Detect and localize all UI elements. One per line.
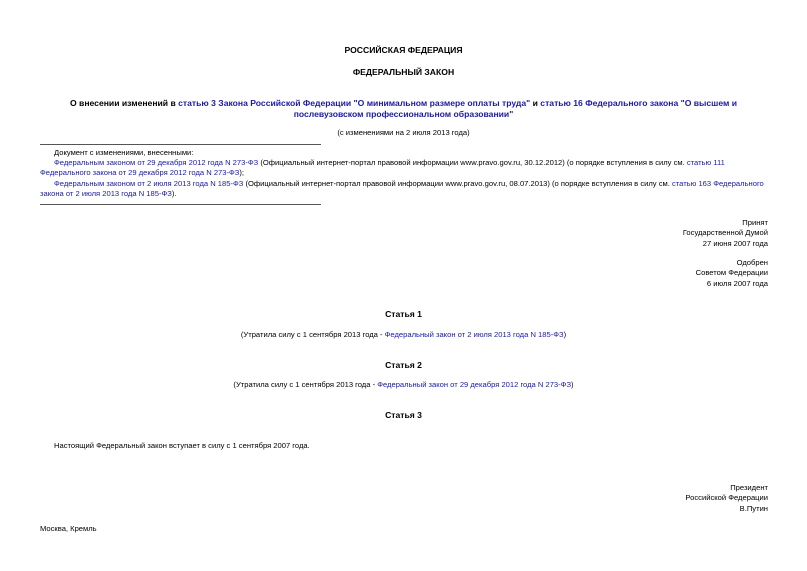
change-1-article-link[interactable]: статью 111 Федерального закона от 29 декабря 2012 года N 273-ФЗ <box>40 158 725 178</box>
article-1-prefix: (Утратила силу с 1 сентября 2013 года - <box>240 330 385 339</box>
adopted-block <box>600 218 768 249</box>
adopted-line-3: 27 июня 2007 года <box>702 238 768 248</box>
article-2-body <box>0 380 807 390</box>
article-2-prefix: (Утратила силу с 1 сентября 2013 года - <box>233 380 378 389</box>
article-1-suffix: ) <box>563 330 567 339</box>
change-1-law-link[interactable]: Федеральным законом от 29 декабря 2012 года N 273-ФЗ <box>54 158 259 167</box>
article-3-body: Настоящий Федеральный закон вступает в силу с 1 сентября 2007 года. <box>54 441 310 450</box>
title-middle: и <box>530 98 541 108</box>
article-2-link[interactable]: Федеральный закон от 29 декабря 2012 года N 273-ФЗ <box>377 380 572 389</box>
change-2-tail: ). <box>171 189 177 199</box>
signature-line-3: В.Путин <box>739 503 768 513</box>
change-2-text: (Официальный интернет-портал правовой информации www.pravo.gov.ru, 08.07.2013) (о порядке вступления в силу см. <box>243 179 672 188</box>
article-1-body <box>0 330 807 340</box>
change-2-article-link[interactable]: статью 163 Федерального закона от 2 июля 2013 года N 185-ФЗ <box>40 179 764 199</box>
country-heading: РОССИЙСКАЯ ФЕДЕРАЦИЯ <box>344 45 463 55</box>
approved-line-1: Одобрен <box>736 258 768 267</box>
adopted-line-2: Государственной Думой <box>682 228 768 238</box>
article-2-suffix: ) <box>571 380 574 389</box>
adopted-line-1: Принят <box>742 218 768 227</box>
approved-line-2: Советом Федерации <box>695 268 768 278</box>
signature-line-1: Президент <box>730 483 768 492</box>
revision-note: (с изменениями на 2 июля 2013 года) <box>337 128 470 137</box>
law-type-heading: ФЕДЕРАЛЬНЫЙ ЗАКОН <box>352 67 455 77</box>
change-item-2 <box>40 179 770 200</box>
changes-top-rule <box>40 144 321 145</box>
changes-intro: Документ с изменениями, внесенными: <box>54 148 194 157</box>
title-prefix: О внесении изменений в <box>69 98 179 108</box>
article-1-heading: Статья 1 <box>385 309 422 319</box>
place-of-signing: Москва, Кремль <box>40 524 97 533</box>
approved-line-3: 6 июля 2007 года <box>706 278 768 288</box>
changes-bottom-rule <box>40 204 321 205</box>
law-title <box>40 98 767 120</box>
change-1-tail: ); <box>239 168 245 178</box>
article-2-heading: Статья 2 <box>385 360 422 370</box>
article-1-link[interactable]: Федеральный закон от 2 июля 2013 года N 185-ФЗ <box>384 330 564 339</box>
approved-block <box>600 258 768 289</box>
title-link-article-16[interactable]: статью 16 Федерального закона "О высшем и послевузовском профессиональном образовании" <box>293 98 738 120</box>
change-item-1 <box>40 158 770 179</box>
article-3-heading: Статья 3 <box>385 410 422 420</box>
change-1-text: (Официальный интернет-портал правовой информации www.pravo.gov.ru, 30.12.2012) (о порядке вступления в силу см. <box>258 158 687 167</box>
signature-block <box>600 483 768 514</box>
title-link-article-3[interactable]: статью 3 Закона Российской Федерации "О минимальном размере оплаты труда" <box>178 98 531 108</box>
signature-line-2: Российской Федерации <box>685 493 768 503</box>
change-2-law-link[interactable]: Федеральным законом от 2 июля 2013 года N 185-ФЗ <box>54 179 244 188</box>
